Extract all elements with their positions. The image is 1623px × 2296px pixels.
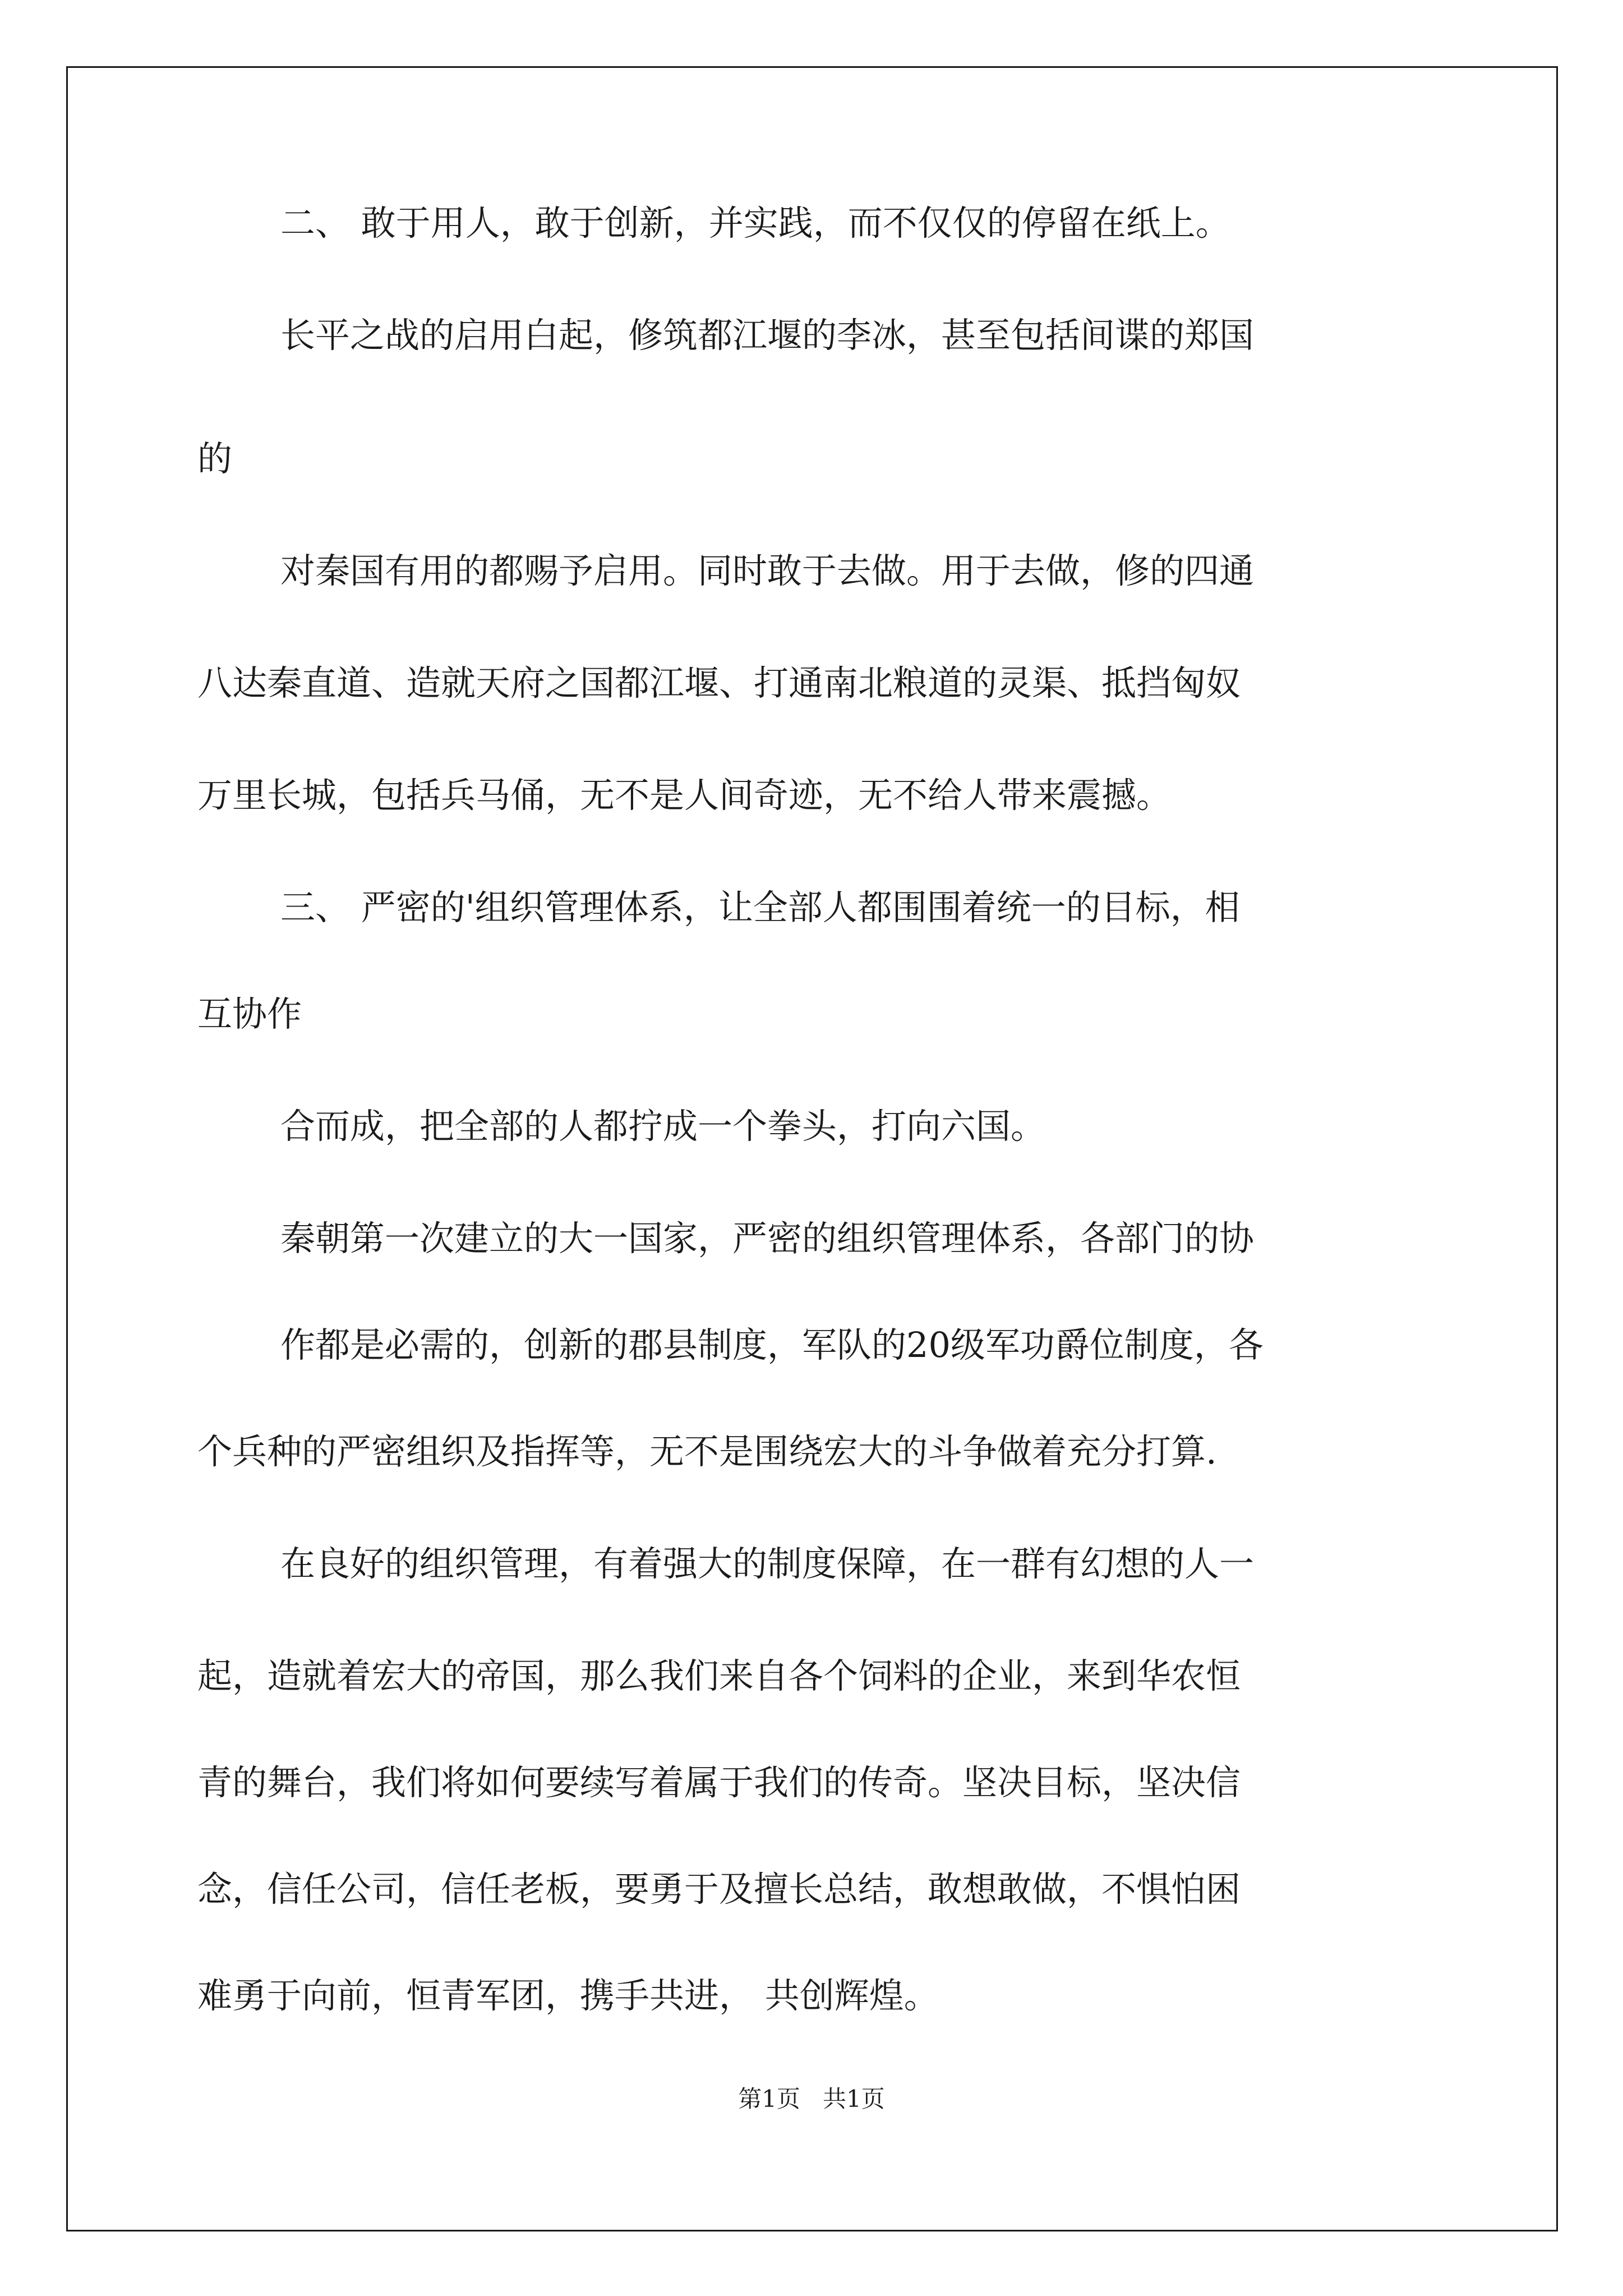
paragraph-line: 合而成，把全部的人都拧成一个拳头，打向六国。 bbox=[280, 1106, 1046, 1147]
paragraph-line: 念，信任公司，信任老板，要勇于及擅长总结，敢想敢做，不惧怕困 bbox=[197, 1869, 1241, 1910]
paragraph-line: 八达秦直道、造就天府之国都江堰、打通南北粮道的灵渠、抵挡匈奴 bbox=[197, 662, 1241, 703]
paragraph-line: 互协作 bbox=[197, 993, 302, 1034]
paragraph-line: 万里长城，包括兵马俑，无不是人间奇迹，无不给人带来震撼。 bbox=[197, 775, 1172, 816]
paragraph-line: 长平之战的启用白起，修筑都江堰的李冰，甚至包括间谍的郑国 bbox=[280, 315, 1255, 356]
paragraph-line: 难勇于向前，恒青军团，携手共进， 共创辉煌。 bbox=[197, 1975, 939, 2016]
paragraph-line: 作都是必需的，创新的郡县制度，军队的20级军功爵位制度，各 bbox=[280, 1324, 1264, 1365]
paragraph-line: 起，造就着宏大的帝国，那么我们来自各个饲料的企业，来到华农恒 bbox=[197, 1655, 1241, 1696]
paragraph-line: 的 bbox=[197, 438, 233, 479]
paragraph-line: 个兵种的严密组织及指挥等，无不是围绕宏大的斗争做着充分打算. bbox=[197, 1431, 1217, 1472]
paragraph-line: 在良好的组织管理，有着强大的制度保障，在一群有幻想的人一 bbox=[280, 1543, 1255, 1584]
paragraph-line: 对秦国有用的都赐予启用。同时敢于去做。用于去做，修的四通 bbox=[280, 550, 1255, 591]
heading-section-2: 二、 敢于用人，敢于创新，并实践，而不仅仅的停留在纸上。 bbox=[280, 203, 1230, 243]
paragraph-line: 秦朝第一次建立的大一国家，严密的组织管理体系，各部门的协 bbox=[280, 1218, 1255, 1259]
page-number-footer: 第1页 共1页 bbox=[738, 2085, 885, 2113]
heading-section-3: 三、 严密的'组织管理体系，让全部人都围围着统一的目标，相 bbox=[280, 887, 1240, 928]
paragraph-line: 青的舞台，我们将如何要续写着属于我们的传奇。坚决目标，坚决信 bbox=[197, 1762, 1241, 1803]
